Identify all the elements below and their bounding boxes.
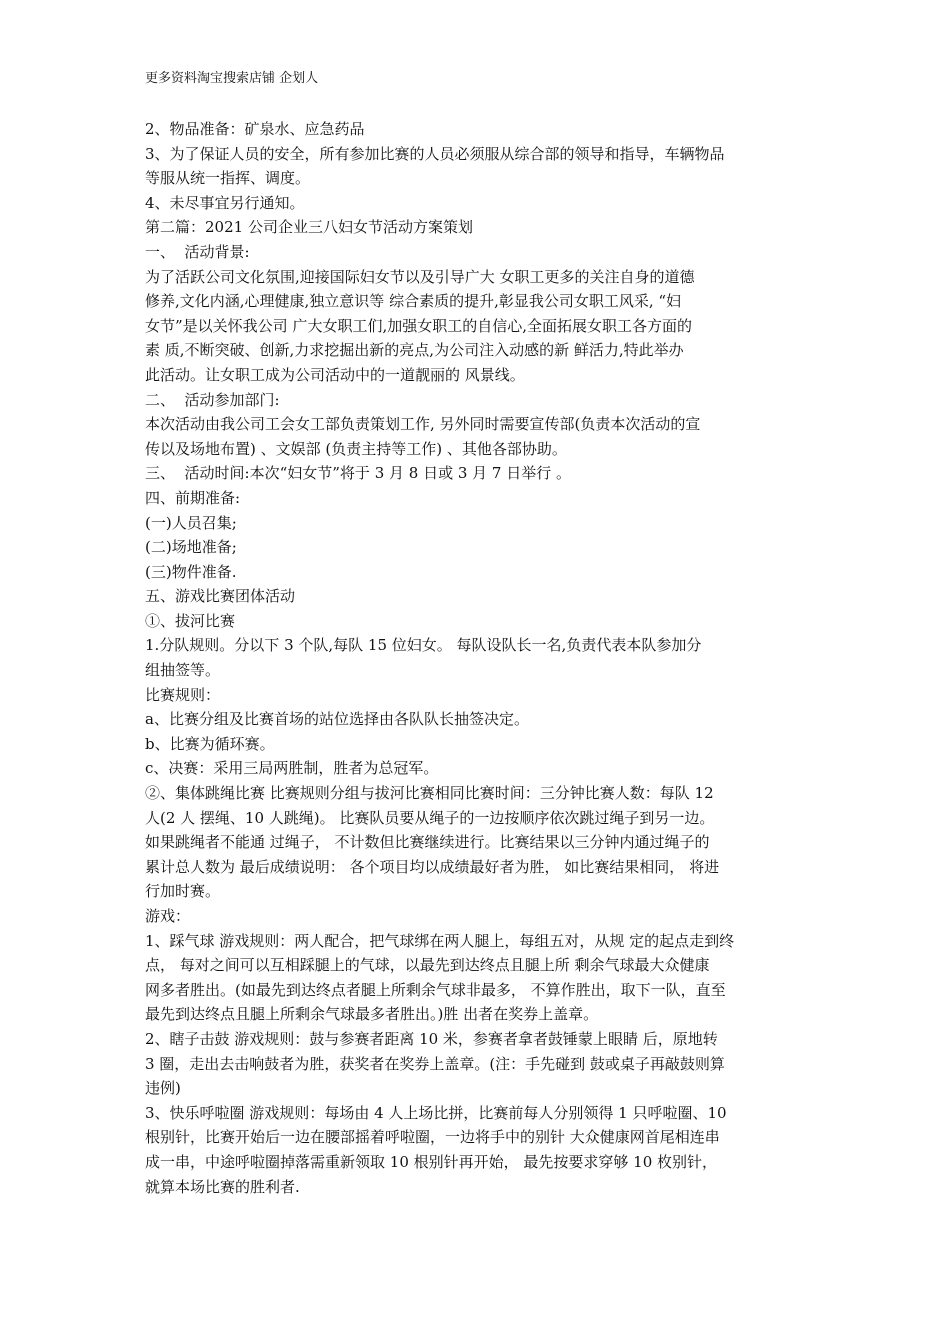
text-line: 2、物品准备：矿泉水、应急药品 [145,120,365,138]
text-line: 素 质,不断突破、创新,力求挖掘出新的亮点,为公司注入动感的新 鲜活力,特此举办 [145,341,684,360]
text-line: 根别针，比赛开始后一边在腰部摇着呼啦圈，一边将手中的别针 大众健康网首尾相连串 [145,1128,720,1147]
text-line: 三、 活动时间:本次“妇女节”将于 3 月 8 日或 3 月 7 日举行 。 [145,464,572,483]
text-line: 人(2 人 摆绳、10 人跳绳)。 比赛队员要从绳子的一边按顺序依次跳过绳子到另一边。 [145,808,715,827]
text-line: 二、 活动参加部门: [145,390,280,409]
text-line: b、比赛为循环赛。 [145,734,275,753]
text-line: c、决赛：采用三局两胜制，胜者为总冠军。 [145,759,439,778]
text-line: 四、前期准备: [145,488,241,507]
text-line: 一、 活动背景: [145,242,250,261]
text-line: 如果跳绳者不能通 过绳子， 不计数但比赛继续进行。比赛结果以三分钟内通过绳子的 [145,833,710,852]
text-line: 行加时赛。 [145,882,221,901]
text-line: 修养,文化内涵,心理健康,独立意识等 综合素质的提升,彰显我公司女职工风采, “妇 [145,292,682,311]
text-line: 就算本场比赛的胜利者. [145,1177,300,1196]
text-line: 比赛规则： [145,685,221,704]
text-line: 游戏： [145,907,191,925]
text-line: 3、为了保证人员的安全，所有参加比赛的人员必须服从综合部的领导和指导，车辆物品 [145,144,725,163]
text-line: (三)物件准备. [145,562,237,581]
text-line: (二)场地准备; [145,538,237,557]
text-line: 1、踩气球 游戏规则：两人配合，把气球绑在两人腿上，每组五对，从规 定的起点走到终 [145,931,735,950]
text-line: 网多者胜出。(如最先到达终点者腿上所剩余气球非最多， 不算作胜出，取下一队，直至 [145,980,726,999]
text-line: 累计总人数为 最后成绩说明： 各个项目均以成绩最好者为胜， 如比赛结果相同， 将进 [145,857,720,876]
text-line: 4、未尽事宜另行通知。 [145,193,305,212]
text-line: 成一串，中途呼啦圈掉落需重新领取 10 根别针再开始， 最先按要求穿够 10 枚别针， [145,1152,718,1171]
text-line: 女节”是以关怀我公司 广大女职工们,加强女职工的自信心,全面拓展女职工各方面的 [145,316,692,335]
text-line: 1.分队规则。分以下 3 个队,每队 15 位妇女。 每队设队长一名,负责代表本队参加分 [145,636,702,655]
text-line: 组抽签等。 [145,661,221,680]
text-line: 为了活跃公司文化氛围,迎接国际妇女节以及引导广大 女职工更多的关注自身的道德 [145,267,695,286]
page-header: 更多资料淘宝搜索店铺 企划人 [145,71,319,86]
text-line: 等服从统一指挥、调度。 [145,169,311,188]
document-body [145,117,815,1199]
text-line: 第二篇：2021 公司企业三八妇女节活动方案策划 [145,218,473,237]
text-line: 最先到达终点且腿上所剩余气球最多者胜出。)胜 出者在奖券上盖章。 [145,1005,599,1024]
text-line: 此活动。让女职工成为公司活动中的一道靓丽的 风景线。 [145,365,525,384]
text-line: 点， 每对之间可以互相踩腿上的气球，以最先到达终点且腿上所 剩余气球最大众健康 [145,956,710,975]
text-line: ①、拔河比赛 [145,611,236,630]
text-line: 本次活动由我公司工会女工部负责策划工作, 另外同时需要宣传部(负责本次活动的宣 [145,415,701,434]
text-line: (一)人员召集; [145,513,237,532]
text-line: 传以及场地布置) 、文娱部 (负责主持等工作) 、其他各部协助。 [145,439,567,458]
text-line: 3、快乐呼啦圈 游戏规则：每场由 4 人上场比拼，比赛前每人分别领得 1 只呼啦圈、10 [145,1103,727,1122]
text-line: 违例) [145,1079,181,1098]
text-line: 五、游戏比赛团体活动 [145,587,296,606]
text-line: a、比赛分组及比赛首场的站位选择由各队队长抽签决定。 [145,710,529,729]
text-line: 2、瞎子击鼓 游戏规则：鼓与参赛者距离 10 米，参赛者拿者鼓锤蒙上眼睛 后，原地转 [145,1029,718,1048]
text-line: ②、集体跳绳比赛 比赛规则分组与拔河比赛相同比赛时间：三分钟比赛人数：每队 12 [145,784,714,803]
text-line: 3 圈，走出去击响鼓者为胜，获奖者在奖券上盖章。(注：手先碰到 鼓或桌子再敲鼓则算 [145,1054,725,1073]
